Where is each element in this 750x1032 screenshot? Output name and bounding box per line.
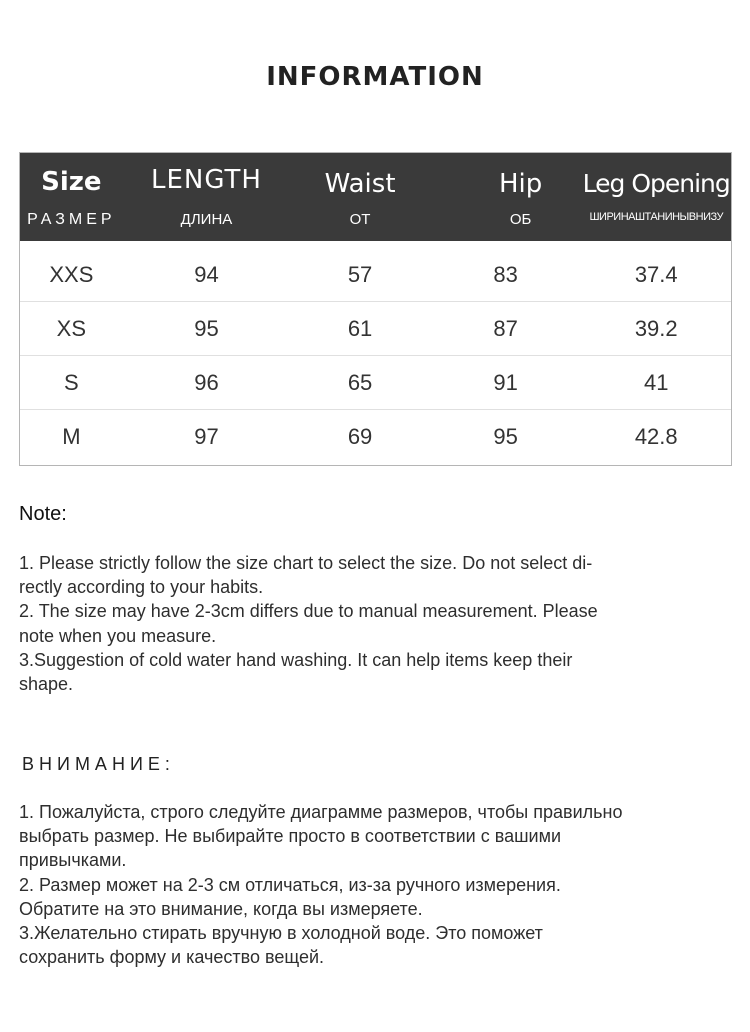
header-size-sublabel: РАЗМЕР	[27, 211, 116, 228]
header-hip-label: Hip	[499, 169, 543, 199]
size-chart-table	[19, 152, 732, 466]
russian-note-line: привычками.	[19, 850, 127, 871]
russian-note-line: сохранить форму и качество вещей.	[19, 947, 325, 968]
note-line: 3.Suggestion of cold water hand washing. It can help items keep their	[19, 649, 573, 670]
russian-note-line: 1. Пожалуйста, строго следуйте диаграмме размеров, чтобы правильно	[19, 802, 623, 822]
header-hip	[430, 153, 582, 241]
header-hip-sublabel: ОБ	[509, 211, 532, 228]
cell-leg-opening: 41	[643, 370, 669, 395]
note-line: rectly according to your habits.	[19, 577, 264, 598]
table-header	[20, 153, 731, 241]
cell-waist: 69	[347, 424, 373, 449]
note-line: 2. The size may have 2-3cm differs due to manual measurement. Please	[19, 601, 598, 622]
header-leg-opening	[581, 153, 731, 241]
cell-waist: 61	[347, 316, 373, 341]
note-line: 1. Please strictly follow the size chart to select the size. Do not select di-	[19, 553, 593, 573]
russian-note-line: Обратите на это внимание, когда вы измеряете.	[19, 898, 423, 919]
cell-length: 97	[194, 424, 219, 449]
cell-length: 94	[194, 262, 219, 287]
table-row	[20, 302, 731, 356]
russian-note-text	[19, 800, 729, 969]
table-row	[20, 356, 731, 410]
header-length-sublabel: ДЛИНА	[180, 211, 233, 228]
cell-size: S	[64, 370, 79, 395]
cell-leg-opening: 37.4	[634, 262, 678, 287]
cell-leg-opening: 39.2	[634, 316, 678, 341]
russian-note-heading: ВНИМАНИЕ:	[22, 754, 175, 774]
table-row	[20, 248, 731, 302]
cell-length: 95	[194, 316, 219, 341]
cell-hip: 83	[493, 262, 518, 287]
table-row	[20, 410, 731, 465]
header-size	[20, 153, 123, 241]
cell-size: XS	[56, 316, 87, 341]
cell-size: M	[62, 424, 81, 449]
cell-size: XXS	[49, 262, 94, 287]
cell-length: 96	[194, 370, 219, 395]
header-waist	[290, 153, 430, 241]
cell-hip: 91	[493, 370, 518, 395]
cell-waist: 57	[347, 262, 373, 287]
header-length	[123, 153, 291, 241]
header-waist-sublabel: ОТ	[349, 211, 371, 228]
note-heading: Note:	[19, 503, 67, 525]
cell-hip: 95	[493, 424, 518, 449]
russian-note-line: выбрать размер. Не выбирайте просто в соответствии с вашими	[19, 826, 562, 847]
header-leg-opening-label: Leg Opening	[582, 169, 730, 198]
header-size-label: Size	[41, 167, 102, 197]
russian-note-line: 3.Желательно стирать вручную в холодной воде. Это поможет	[19, 923, 543, 944]
table-body	[20, 241, 731, 465]
russian-note-line: 2. Размер может на 2-3 см отличаться, из-за ручного измерения.	[19, 874, 561, 895]
note-text	[19, 551, 719, 696]
header-waist-label: Waist	[324, 169, 396, 199]
cell-leg-opening: 42.8	[634, 424, 678, 449]
page-title: INFORMATION	[266, 62, 484, 92]
note-line: shape.	[19, 674, 74, 695]
cell-hip: 87	[493, 316, 518, 341]
header-leg-opening-sublabel: ШИРИНАШТАНИНЫВНИЗУ	[589, 211, 723, 223]
header-length-label: LENGTH	[150, 165, 262, 195]
note-line: note when you measure.	[19, 625, 217, 646]
cell-waist: 65	[347, 370, 373, 395]
